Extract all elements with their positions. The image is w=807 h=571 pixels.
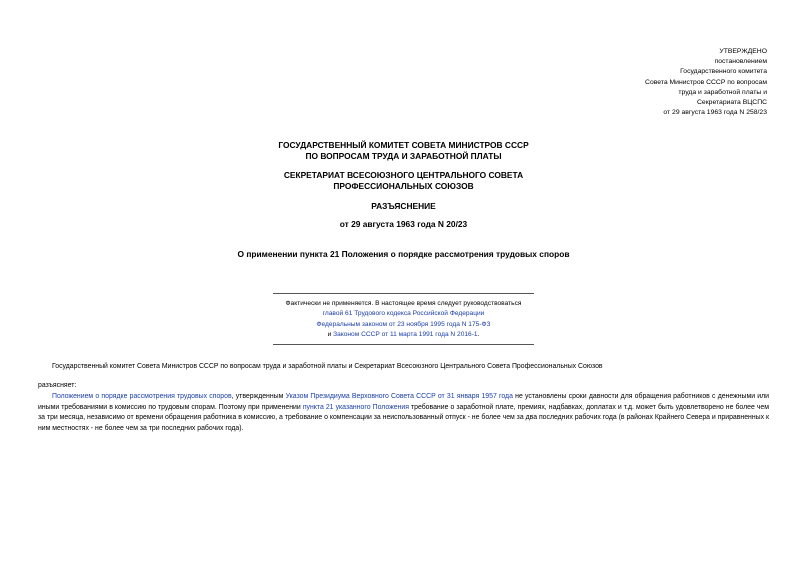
approval-line: труда и заработной платы и (678, 88, 767, 96)
approval-line: от 29 августа 1963 года N 258/23 (663, 109, 767, 117)
doc-date: от 29 августа 1963 года N 20/23 (339, 219, 468, 229)
body-link-decree[interactable]: Указом Президиума Верховного Совета СССР от 31 января 1957 года (285, 393, 513, 400)
body-link-clause-21[interactable]: пункта 21 указанного Положения (302, 403, 409, 411)
approval-line: Совета Министров СССР по вопросам (645, 78, 767, 86)
body-text-segment: не установлены сроки давности для обращения работников с денежными или иными требованиями в комиссию по трудовым спорам. Поэтому при применении (38, 393, 770, 411)
secretariat-heading (0, 170, 807, 192)
secretariat-heading-line2: ПРОФЕССИОНАЛЬНЫХ СОЮЗОВ (333, 181, 474, 191)
org-heading-line1: ГОСУДАРСТВЕННЫЙ КОМИТЕТ СОВЕТА МИНИСТРОВ СССР (278, 140, 529, 150)
notice-link-ussr-law[interactable]: Законом СССР от 11 марта 1991 года N 2016-1 (333, 330, 478, 338)
notice-conjunction: и (327, 330, 332, 338)
secretariat-heading-line1: СЕКРЕТАРИАТ ВСЕСОЮЗНОГО ЦЕНТРАЛЬНОГО СОВЕТА (283, 170, 524, 180)
doc-title: О применении пункта 21 Положения о порядке рассмотрения трудовых споров (237, 249, 570, 259)
approval-line: Секретариата ВЦСПС (697, 99, 767, 107)
doc-type: РАЗЪЯСНЕНИЕ (371, 201, 436, 211)
notice-link-federal-law[interactable]: Федеральным законом от 23 ноября 1995 года N 175-ФЗ (316, 320, 491, 328)
issuers-text: Государственный комитет Совета Министров СССР по вопросам труда и заработной платы и Секретариат Всесоюзного Центрального Совета Профессиональных Союзов (52, 363, 603, 370)
notice-end: . (477, 330, 480, 338)
body-link-regulation[interactable]: Положением о порядке рассмотрения трудовых споров (52, 393, 232, 400)
approval-line: постановлением (714, 58, 767, 66)
notice-text: Фактически не применяется. В настоящее время следует руководствоваться (285, 300, 522, 307)
org-heading (0, 140, 807, 162)
status-notice (273, 293, 534, 345)
body-text-segment: требование о заработной плате, премиях, надбавках, доплатах и т.д. может быть удовлетворено не более чем за три месяца, независимо от времени обращения работника в комиссию, а требование о компенсации за неиспользованный отпуск - не более чем за два последних рабочих года (в районах Крайнего Севера и приравненных к ним местностях - не более чем за три последних рабочих года). (38, 403, 769, 432)
body-paragraph (38, 392, 769, 434)
body-text-segment: , утвержденным (231, 393, 286, 400)
approval-block (645, 47, 767, 118)
org-heading-line2: ПО ВОПРОСАМ ТРУДА И ЗАРАБОТНОЙ ПЛАТЫ (305, 151, 502, 161)
clarifies-text: разъясняет: (38, 382, 77, 389)
notice-link-labor-code[interactable]: главой 61 Трудового кодекса Российской Федерации (322, 310, 485, 318)
approval-line: Государственного комитета (680, 68, 767, 76)
approval-line: УТВЕРЖДЕНО (719, 48, 767, 55)
